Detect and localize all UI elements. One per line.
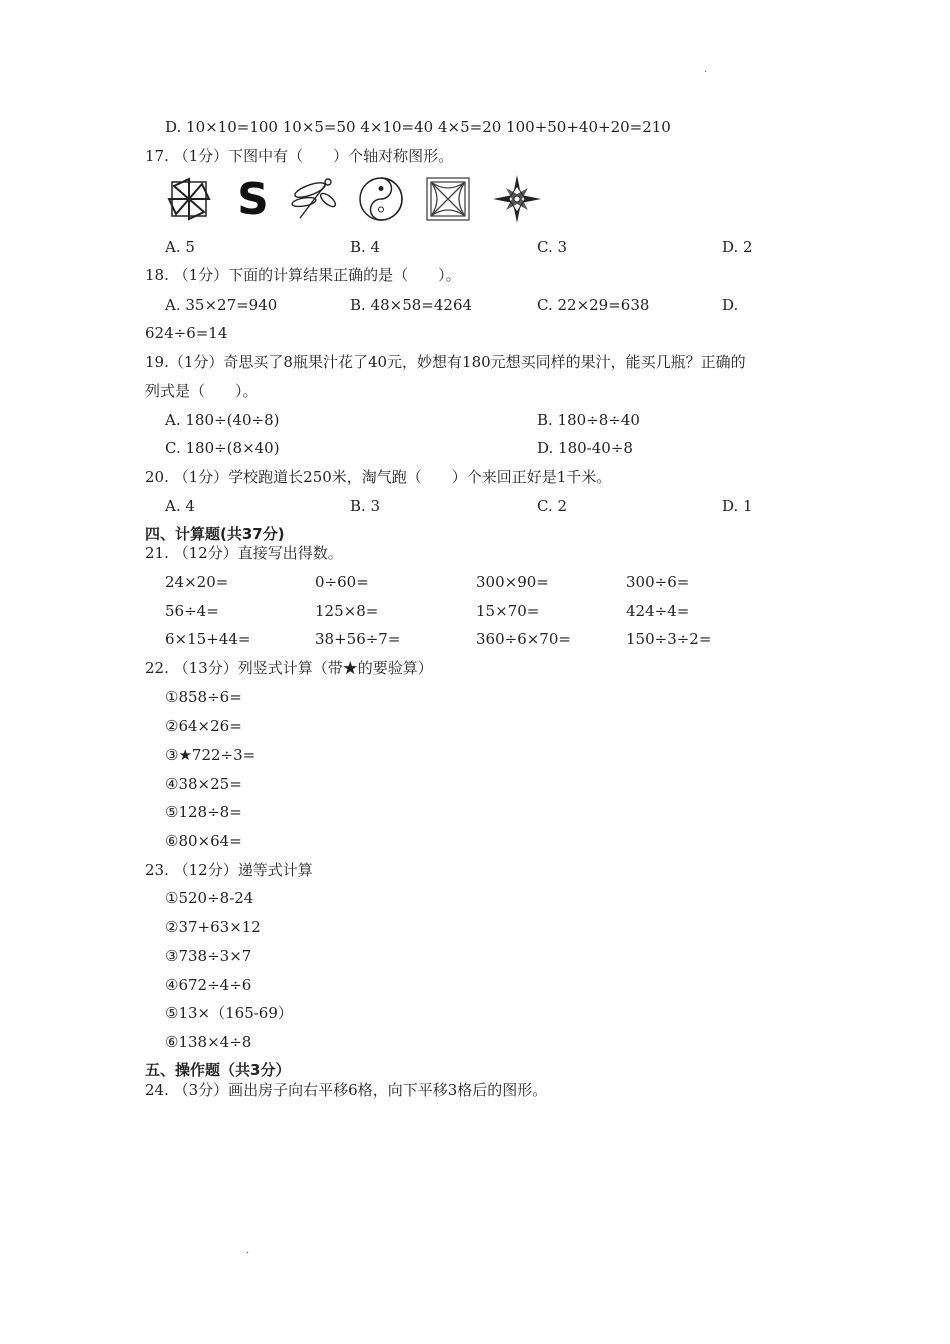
q22-item: ④38×25= [165, 775, 242, 793]
q22-item: ①858÷6= [165, 688, 242, 706]
q22-stem: 22. （13分）列竖式计算（带★的要验算） [145, 659, 433, 677]
pinwheel-icon [164, 174, 214, 224]
svg-text:S: S [237, 174, 269, 224]
q17-stem: 17. （1分）下图中有（ ）个轴对称图形。 [145, 147, 454, 165]
q18-option-d-cont: 624÷6=14 [145, 324, 228, 342]
q20-option-c: C. 2 [537, 497, 568, 515]
dragonfly-icon [288, 174, 338, 224]
q19-stem-line2: 列式是（ ）。 [145, 382, 258, 400]
compass-star-icon [492, 174, 542, 224]
q18-option-b: B. 48×58=4264 [350, 296, 473, 314]
q21-cell: 56÷4= [165, 602, 219, 620]
q21-cell: 424÷4= [626, 602, 690, 620]
q18-stem: 18. （1分）下面的计算结果正确的是（ ）。 [145, 266, 461, 284]
q21-cell: 125×8= [315, 602, 379, 620]
q23-item: ③738÷3×7 [165, 947, 252, 965]
square-pattern-icon [423, 174, 473, 224]
q21-cell: 0÷60= [315, 573, 369, 591]
q18-option-a: A. 35×27=940 [165, 296, 278, 314]
q18-option-d: D. [722, 296, 739, 314]
q23-stem: 23. （12分）递等式计算 [145, 861, 313, 879]
q19-option-b: B. 180÷8÷40 [537, 411, 640, 429]
q19-option-d: D. 180-40÷8 [537, 439, 633, 457]
q21-cell: 24×20= [165, 573, 229, 591]
section-4-heading: 四、计算题(共37分) [145, 525, 285, 543]
q20-option-a: A. 4 [165, 497, 195, 515]
letter-s-icon [228, 174, 278, 224]
q18-option-c: C. 22×29=638 [537, 296, 650, 314]
q23-item: ⑤13×（165-69） [165, 1004, 293, 1022]
q23-item: ⑥138×4÷8 [165, 1033, 252, 1051]
q21-cell: 300÷6= [626, 573, 690, 591]
q23-item: ①520÷8-24 [165, 889, 254, 907]
q21-cell: 300×90= [476, 573, 549, 591]
q24-stem: 24. （3分）画出房子向右平移6格，向下平移3格后的图形。 [145, 1081, 548, 1099]
q22-item: ②64×26= [165, 717, 242, 735]
q17-option-c: C. 3 [537, 238, 568, 256]
q16-option-d: D. 10×10=100 10×5=50 4×10=40 4×5=20 100+50+40+20=210 [165, 118, 671, 136]
q17-option-a: A. 5 [165, 238, 195, 256]
q21-cell: 15×70= [476, 602, 540, 620]
q23-item: ②37+63×12 [165, 918, 261, 936]
q20-option-b: B. 3 [350, 497, 381, 515]
q22-item: ⑥80×64= [165, 832, 242, 850]
q17-option-b: B. 4 [350, 238, 381, 256]
q17-option-d: D. 2 [722, 238, 753, 256]
q21-stem: 21. （12分）直接写出得数。 [145, 544, 343, 562]
page-mark: . [246, 1245, 250, 1256]
q21-cell: 38+56÷7= [315, 630, 401, 648]
q21-cell: 6×15+44= [165, 630, 251, 648]
q19-option-a: A. 180÷(40÷8) [165, 411, 280, 429]
page-mark: . [704, 64, 708, 75]
q21-cell: 360÷6×70= [476, 630, 571, 648]
q23-item: ④672÷4÷6 [165, 976, 252, 994]
q21-cell: 150÷3÷2= [626, 630, 712, 648]
q20-option-d: D. 1 [722, 497, 753, 515]
q22-item: ③★722÷3= [165, 746, 256, 764]
section-5-heading: 五、操作题（共3分） [145, 1061, 291, 1079]
yin-yang-icon [356, 174, 406, 224]
q19-stem-line1: 19.（1分）奇思买了8瓶果汁花了40元，妙想有180元想买同样的果汁，能买几瓶？正确的 [145, 353, 746, 371]
q22-item: ⑤128÷8= [165, 803, 242, 821]
q19-option-c: C. 180÷(8×40) [165, 439, 280, 457]
q20-stem: 20. （1分）学校跑道长250米，淘气跑（ ）个来回正好是1千米。 [145, 468, 612, 486]
